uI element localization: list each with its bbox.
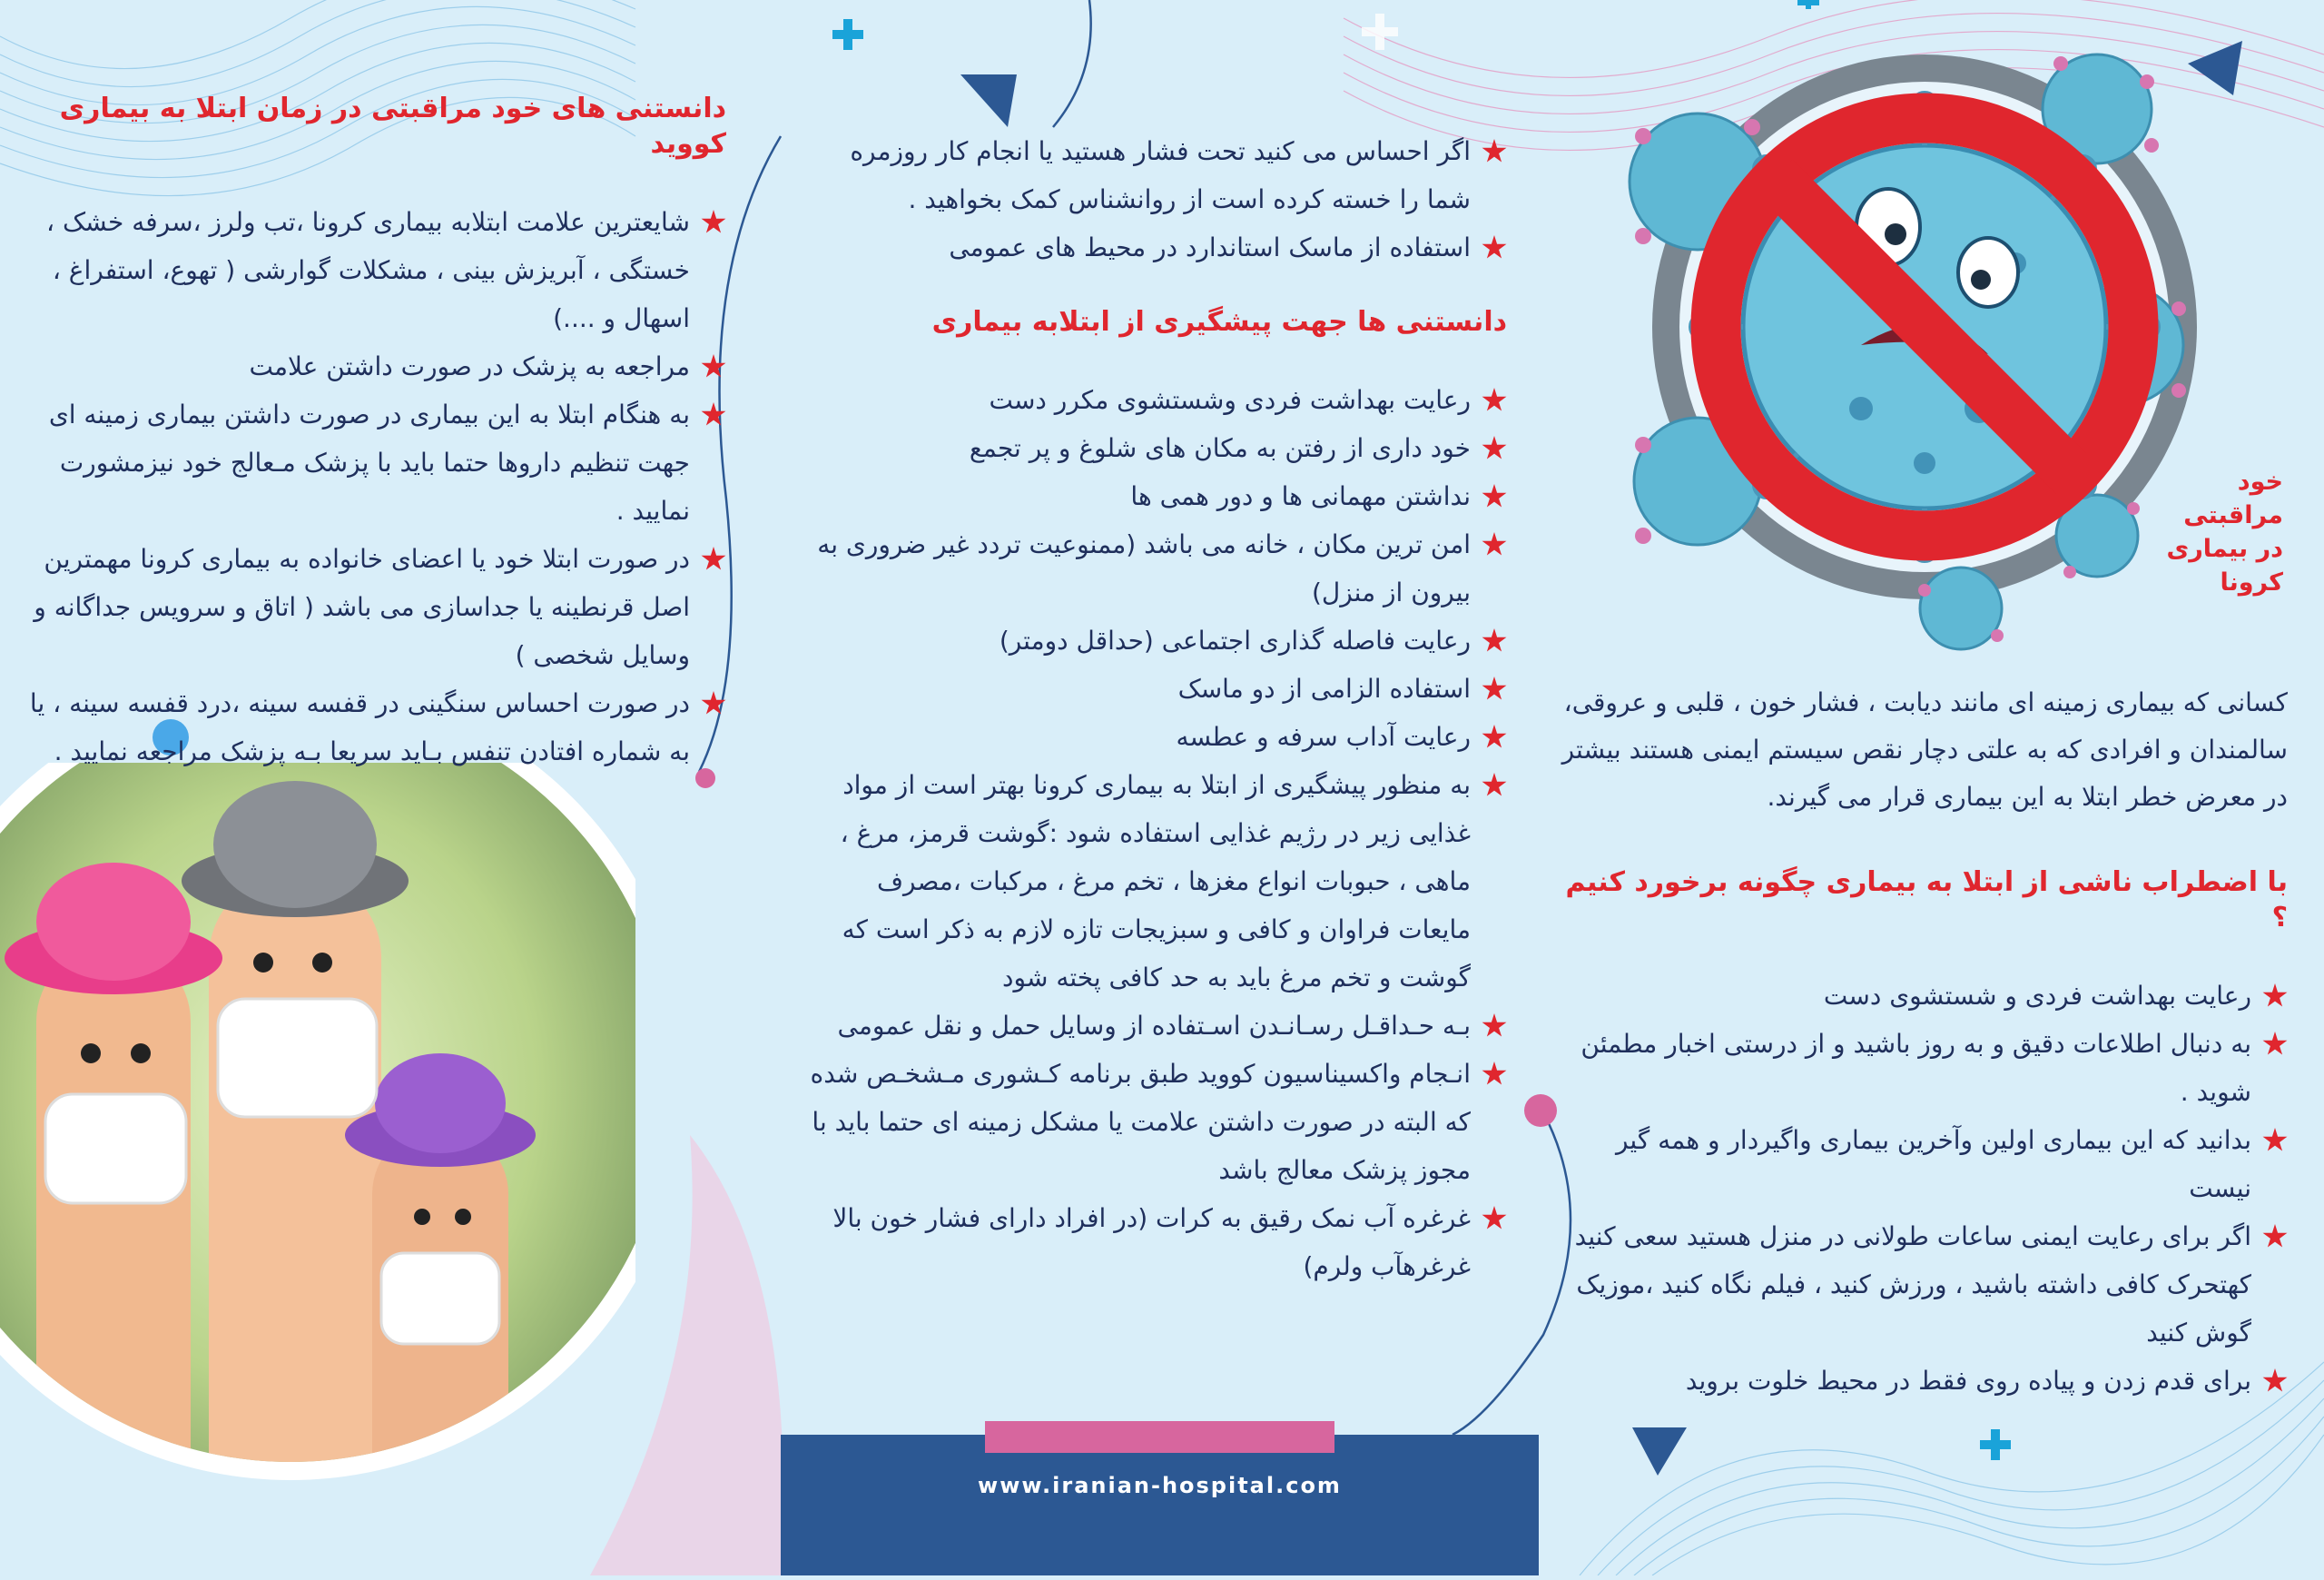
anxiety-heading: با اضطراب ناشی از ابتلا به بیماری چگونه برخورد کنیم ؟ — [1565, 866, 2288, 933]
risk-groups-paragraph: کسانی که بیماری زمینه ای مانند دیابت ، فشار خون ، قلبی و عروقی، سالمندان و افرادی که به علتی دچار نقص سیستم ایمنی هستند بیشتر در معرض خطر ابتلا به این بیماری قرار می گیرند. — [1561, 687, 2288, 812]
star-icon — [2262, 1224, 2288, 1249]
star-icon — [1482, 388, 1507, 413]
list-item: رعایت آداب سرفه و عطسه — [799, 713, 1507, 761]
list-item: رعایت بهداشت فردی وشستشوی مکرر دست — [799, 376, 1507, 424]
star-icon — [2262, 1368, 2288, 1394]
list-item: نداشتن مهمانی ها و دور همی ها — [799, 472, 1507, 520]
list-item: اگر احساس می کنید تحت فشار هستید یا انجام کار روزمره شما را خسته کرده است از روانشناس کمک بخواهید . — [799, 127, 1507, 223]
list-item: مراجعه به پزشک در صورت داشتن علامت — [27, 342, 726, 390]
list-item: استفاده از ماسک استاندارد در محیط های عمومی — [799, 223, 1507, 272]
star-icon — [701, 354, 726, 380]
stress-list — [799, 127, 1507, 272]
list-item: استفاده الزامی از دو ماسک — [799, 665, 1507, 713]
list-item: شایعترین علامت ابتلابه بیماری کرونا ،تب ولرز ،سرفه خشک ، خستگی ، آبریزش بینی ، مشکلات گوارشی ( تهوع، استفراغ ، اسهال و ....) — [27, 198, 726, 342]
prevention-list — [799, 376, 1507, 1290]
middle-panel — [799, 127, 1507, 1290]
anxiety-list — [1561, 972, 2288, 1405]
star-icon — [2262, 983, 2288, 1009]
self-care-list — [27, 198, 726, 775]
star-icon — [1482, 725, 1507, 750]
list-item: برای قدم زدن و پیاده روی فقط در محیط خلوت بروید — [1561, 1357, 2288, 1405]
star-icon — [1482, 1062, 1507, 1087]
star-icon — [1482, 235, 1507, 261]
star-icon — [701, 210, 726, 235]
star-icon — [2262, 1128, 2288, 1153]
star-icon — [1482, 1013, 1507, 1039]
side-title: خود مراقبتی در بیماری کرونا — [2166, 468, 2283, 597]
list-item: اگر برای رعایت ایمنی ساعات طولانی در منزل هستید سعی کنید کهتحرک کافی داشته باشید ، ورزش کنید ، فیلم نگاه کنید ،موزیک گوش کنید — [1561, 1212, 2288, 1357]
prevention-heading: دانستنی ها جهت پیشگیری از ابتلابه بیماری — [931, 306, 1507, 338]
star-icon — [1482, 773, 1507, 798]
star-icon — [1482, 484, 1507, 509]
masked-fingers-photo — [0, 763, 635, 1580]
star-icon — [1482, 676, 1507, 702]
list-item: رعایت بهداشت فردی و شستشوی دست — [1561, 972, 2288, 1020]
star-icon — [1482, 628, 1507, 654]
star-icon — [1482, 1206, 1507, 1231]
right-panel — [1561, 679, 2288, 1405]
list-item: در صورت ابتلا خود یا اعضای خانواده به بیماری کرونا مهمترین اصل قرنطینه یا جداسازی می باشد ( اتاق و سرویس جداگانه و وسایل شخصی ) — [27, 535, 726, 679]
list-item: بدانید که این بیماری اولین وآخرین بیماری واگیردار و همه گیر نیست — [1561, 1116, 2288, 1212]
list-item: انـجام واکسیناسیون کووید طبق برنامه کـشوری مـشخـص شده که البته در صورت داشتن علامت یا مشکل زمینه ای حتما باید با مجوز پزشک معالج باشد — [799, 1050, 1507, 1194]
footer-bar — [781, 1435, 1539, 1575]
star-icon — [1482, 139, 1507, 164]
self-care-heading: دانستنی های خود مراقبتی در زمان ابتلا به بیماری کووید — [59, 93, 726, 160]
star-icon — [701, 402, 726, 428]
left-panel — [27, 91, 726, 775]
list-item: امن ترین مکان ، خانه می باشد (ممنوعیت تردد غیر ضروری به بیرون از منزل) — [799, 520, 1507, 617]
star-icon — [701, 691, 726, 716]
star-icon — [701, 547, 726, 572]
virus-prohibition-illustration — [1589, 27, 2224, 663]
website-link[interactable]: www.iranian-hospital.com — [978, 1473, 1342, 1498]
list-item: به هنگام ابتلا به این بیماری در صورت داشتن بیماری زمینه ای جهت تنظیم داروها حتما باید با پزشک مـعالج خود نیزمشورت نمایید . — [27, 390, 726, 535]
star-icon — [1482, 532, 1507, 558]
list-item: در صورت احساس سنگینی در قفسه سینه ،درد قفسه سینه ، یا به شماره افتادن تنفس بـاید سریعا بـه پزشک مراجعه نمایید . — [27, 679, 726, 775]
list-item: غرغره آب نمک رقیق به کرات (در افراد دارای فشار خون بالا غرغرهآب ولرم) — [799, 1194, 1507, 1290]
list-item: به منظور پیشگیری از ابتلا به بیماری کرونا بهتر است از مواد غذایی زیر در رژیم غذایی استفاده شود :گوشت قرمز، مرغ ، ماهی ، حبوبات انواع مغزها ، تخم مرغ ، مرکبات ،مصرف مایعات فراوان و کافی و سبزیجات تازه لازم به ذکر است که گوشت و تخم مرغ باید به حد کافی پخته شود — [799, 761, 1507, 1002]
footer-accent — [985, 1421, 1334, 1453]
star-icon — [1482, 436, 1507, 461]
list-item: به دنبال اطلاعات دقیق و به روز باشید و از درستی اخبار مطمئن شوید . — [1561, 1020, 2288, 1116]
star-icon — [2262, 1032, 2288, 1057]
list-item: بـه حـداقـل رسـانـدن اسـتفاده از وسایل حمل و نقل عمومی — [799, 1002, 1507, 1050]
list-item: خود داری از رفتن به مکان های شلوغ و پر تجمع — [799, 424, 1507, 472]
list-item: رعایت فاصله گذاری اجتماعی (حداقل دومتر) — [799, 617, 1507, 665]
